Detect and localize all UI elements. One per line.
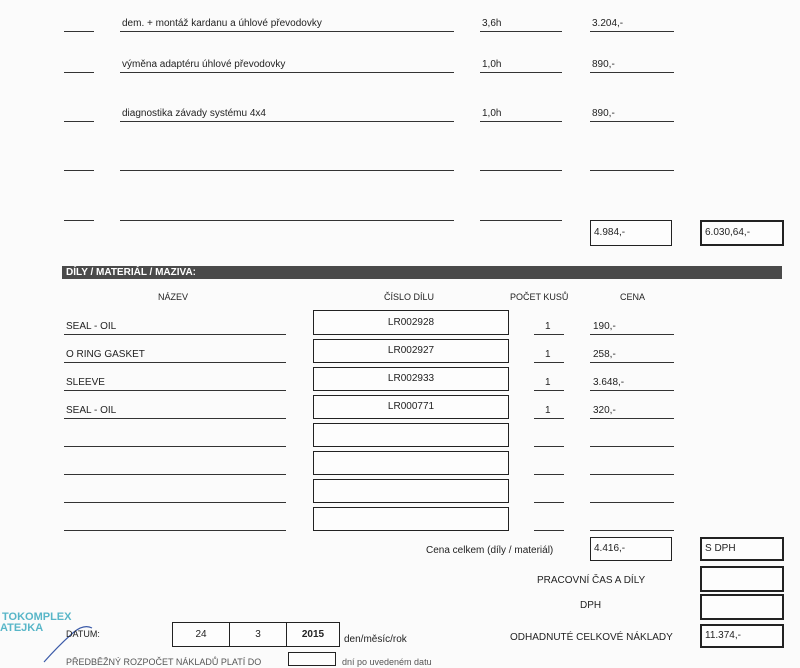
part-qty-line	[534, 390, 564, 391]
labor-row-desc-line	[120, 220, 454, 221]
labor-row-price: 890,-	[592, 59, 615, 70]
part-qty-line	[534, 362, 564, 363]
footer-text-2: dní po uvedeném datu	[342, 657, 432, 667]
part-name: SEAL - OIL	[66, 321, 117, 332]
part-price-line	[590, 530, 674, 531]
part-number-box: LR002927	[313, 339, 509, 363]
part-qty-line	[534, 474, 564, 475]
parts-header-name: NÁZEV	[158, 292, 189, 302]
part-price-line	[590, 446, 674, 447]
part-number-box	[313, 507, 509, 531]
labor-row-desc-line	[120, 31, 454, 32]
part-qty-line	[534, 418, 564, 419]
labor-row-price-line	[590, 170, 674, 171]
labor-row-hours-line	[480, 121, 562, 122]
parts-header-part-no: ČÍSLO DÍLU	[384, 292, 435, 302]
parts-total-label: Cena celkem (díly / materiál)	[426, 545, 554, 556]
part-name-line	[64, 530, 286, 531]
estimate-label: ODHADNUTÉ CELKOVÉ NÁKLADY	[510, 632, 673, 643]
labor-row-hours: 3,6h	[482, 18, 502, 29]
part-qty: 1	[545, 349, 551, 360]
part-price-line	[590, 418, 674, 419]
part-price-line	[590, 362, 674, 363]
labor-row-marker	[64, 72, 94, 73]
part-price: 258,-	[593, 349, 616, 360]
labor-row-hours-line	[480, 170, 562, 171]
labor-row-hours: 1,0h	[482, 108, 502, 119]
parts-section-title: DÍLY / MATERIÁL / MAZIVA:	[62, 266, 782, 279]
date-format-label: den/měsíc/rok	[344, 634, 407, 645]
date-day-box: 24	[172, 622, 230, 647]
part-name-line	[64, 418, 286, 419]
part-number-box: LR000771	[313, 395, 509, 419]
labor-row-marker	[64, 121, 94, 122]
vat-flag-box: S DPH	[700, 537, 784, 561]
part-qty-line	[534, 446, 564, 447]
part-price: 3.648,-	[593, 377, 625, 388]
part-price-line	[590, 390, 674, 391]
labor-total-box: 4.984,-	[590, 220, 672, 246]
part-name-line	[64, 334, 286, 335]
part-name-line	[64, 390, 286, 391]
labor-row-marker	[64, 31, 94, 32]
labor-row-hours-line	[480, 220, 562, 221]
part-name: SLEEVE	[66, 377, 105, 388]
labor-row-marker	[64, 170, 94, 171]
labor-row-desc-line	[120, 72, 454, 73]
part-number-box: LR002933	[313, 367, 509, 391]
labor-total-vat-box: 6.030,64,-	[700, 220, 784, 246]
labor-row-desc-line	[120, 170, 454, 171]
vat-box	[700, 594, 784, 620]
part-name: O RING GASKET	[66, 349, 145, 360]
vat-label: DPH	[580, 600, 602, 611]
part-number-box: LR002928	[313, 310, 509, 335]
labor-row-price: 890,-	[592, 108, 615, 119]
part-number-box	[313, 479, 509, 503]
labor-row-desc-line	[120, 121, 454, 122]
labor-row-hours: 1,0h	[482, 59, 502, 70]
labor-row-desc: dem. + montáž kardanu a úhlové převodovky	[122, 18, 322, 29]
part-name-line	[64, 446, 286, 447]
labor-row-hours-line	[480, 31, 562, 32]
part-qty: 1	[545, 377, 551, 388]
labor-row-price-line	[590, 72, 674, 73]
estimate-box: 11.374,-	[700, 624, 784, 648]
logo-line-1: TOKOMPLEX	[2, 611, 72, 623]
labor-row-hours-line	[480, 72, 562, 73]
labor-parts-label: PRACOVNÍ ČAS A DÍLY	[537, 575, 646, 586]
date-label: DATUM:	[66, 629, 100, 639]
labor-row-desc: výměna adaptéru úhlové převodovky	[122, 59, 286, 70]
date-month-box: 3	[229, 622, 287, 647]
parts-header-qty: POČET KUSŮ	[510, 292, 569, 302]
part-qty: 1	[545, 405, 551, 416]
labor-row-desc: diagnostika závady systému 4x4	[122, 108, 266, 119]
part-name: SEAL - OIL	[66, 405, 117, 416]
part-price-line	[590, 474, 674, 475]
part-number-box	[313, 423, 509, 447]
labor-row-marker	[64, 220, 94, 221]
part-qty-line	[534, 334, 564, 335]
part-number-box	[313, 451, 509, 475]
labor-row-price-line	[590, 121, 674, 122]
labor-row-price-line	[590, 31, 674, 32]
part-qty: 1	[545, 321, 551, 332]
part-price-line	[590, 502, 674, 503]
part-qty-line	[534, 502, 564, 503]
part-price: 320,-	[593, 405, 616, 416]
date-year-box: 2015	[286, 622, 340, 647]
part-name-line	[64, 474, 286, 475]
logo-line-2: ATEJKA	[0, 622, 44, 634]
part-qty-line	[534, 530, 564, 531]
labor-row-price: 3.204,-	[592, 18, 624, 29]
part-price: 190,-	[593, 321, 616, 332]
labor-parts-box	[700, 566, 784, 592]
part-name-line	[64, 362, 286, 363]
parts-header-price: CENA	[620, 292, 646, 302]
part-price-line	[590, 334, 674, 335]
parts-total-box: 4.416,-	[590, 537, 672, 561]
part-name-line	[64, 502, 286, 503]
footer-text: PŘEDBĚŽNÝ ROZPOČET NÁKLADŮ PLATÍ DO	[66, 657, 262, 667]
